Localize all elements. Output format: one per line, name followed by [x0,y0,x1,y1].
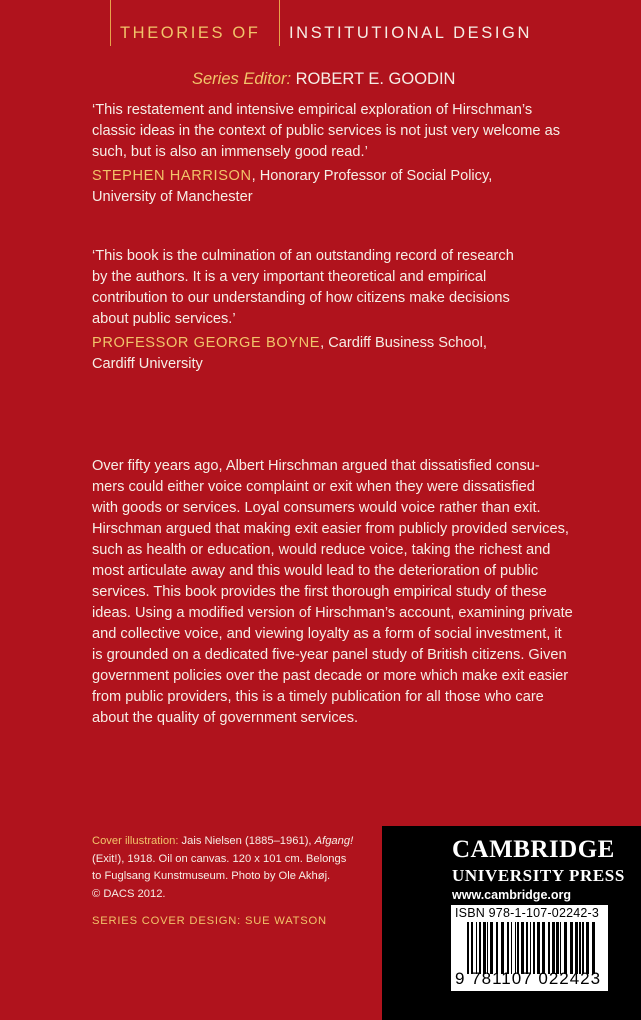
barcode-bar [517,922,519,974]
description-line: about the quality of government services. [92,710,359,726]
series-editor [192,70,455,89]
barcode-bar [579,922,581,974]
barcode-bar [556,922,559,974]
description-line: government policies over the past decade or more which make exit easier [92,668,569,684]
divider [279,0,280,46]
quote-line: such, but is also an immensely good read.’ [92,144,368,160]
description-line: Hirschman argued that making exit easier from publicly provided services, [92,521,569,537]
barcode-bar [560,922,561,974]
barcode-bar [548,922,550,974]
barcode-bar [552,922,555,974]
barcode-bar [471,922,473,974]
quote-1 [92,100,560,208]
description-line: most articulate away and this would lead to the deterioration of public [92,563,539,579]
divider [110,0,111,46]
quote-2 [92,246,514,375]
barcode-bar [496,922,498,974]
barcode-bar [530,922,531,974]
barcode [451,905,608,1008]
credit-label: Cover illustration: [92,835,179,847]
ean-number: 9 781107 022423 > [455,969,602,1008]
barcode-bar [533,922,535,974]
quote-line: contribution to our understanding of how citizens make decisions [92,290,510,306]
barcode-bar [490,922,493,974]
editor-name: ROBERT E. GOODIN [295,70,456,88]
series-title-part1: THEORIES OF [120,24,261,42]
publisher-logo: CAMBRIDGE [452,836,615,863]
description-line: with goods or services. Loyal consumers would voice rather than exit. [92,500,541,516]
description-line: is grounded on a dedicated five-year panel study of British citizens. Given [92,647,567,663]
quote-affiliation: , Cardiff Business School, [320,335,487,351]
barcode-bar [483,922,486,974]
artwork-title: Afgang! [314,835,354,847]
description-line: Over fifty years ago, Albert Hirschman argued that dissatisfied consu- [92,458,540,474]
barcode-bar [592,922,595,974]
description-line: mers could either voice complaint or exit when they were dissatisfied [92,479,535,495]
barcode-bar [515,922,516,974]
quote-affiliation: University of Manchester [92,189,253,205]
barcode-bar [507,922,509,974]
credit-text: Jais Nielsen (1885–1961), [178,835,315,847]
quote-line: classic ideas in the context of public services is not just very welcome as [92,123,561,139]
quote-affiliation: , Honorary Professor of Social Policy, [251,168,493,184]
credit-text: (Exit!), 1918. Oil on canvas. 120 x 101 cm. Belongs [92,852,347,865]
barcode-bar [479,922,481,974]
description-line: services. This book provides the first thorough empirical study of these [92,584,547,600]
publisher-logo-sub: UNIVERSITY PRESS [452,866,625,885]
credit-text: to Fuglsang Kunstmuseum. Photo by Ole Akhøj. [92,870,331,882]
description-line: from public providers, this is a timely publication for all those who care [92,689,544,705]
barcode-bar [542,922,545,974]
barcode-bar [487,922,488,974]
quote-line: ‘This book is the culmination of an outstanding record of research [92,248,514,264]
book-description [92,456,573,729]
description-line: such as health or education, would reduce voice, taking the richest and [92,542,551,558]
series-design-credit: SERIES COVER DESIGN: SUE WATSON [92,915,327,927]
barcode-bar [570,922,573,974]
description-line: and collective voice, and viewing loyalty as a form of social investment, it [92,626,562,642]
editor-label: Series Editor: [192,70,292,88]
isbn: ISBN 978-1-107-02242-3 [455,906,600,920]
barcode-bar [564,922,567,974]
publisher-panel [382,826,641,1020]
barcode-bar [537,922,540,974]
credit-text: © DACS 2012. [92,887,166,900]
barcode-bar [575,922,578,974]
barcode-bar [501,922,504,974]
quote-line: about public services.’ [92,311,236,327]
cover-credits [92,833,353,931]
barcode-bar [511,922,512,974]
quote-line: by the authors. It is a very important theoretical and empirical [92,269,487,285]
barcode-bars [467,922,597,974]
barcode-bar [476,922,477,974]
barcode-bar [526,922,528,974]
description-line: ideas. Using a modified version of Hirschman’s account, examining private [92,605,573,621]
barcode-bar [467,922,469,974]
quote-affiliation: Cardiff University [92,356,203,372]
quote-author: PROFESSOR GEORGE BOYNE [92,335,321,351]
quote-author: STEPHEN HARRISON [92,168,252,184]
series-title-part2: INSTITUTIONAL DESIGN [289,24,532,42]
publisher-url[interactable]: www.cambridge.org [452,888,572,902]
quote-line: ‘This restatement and intensive empirical exploration of Hirschman’s [92,102,533,118]
barcode-bar [521,922,524,974]
barcode-bar [582,922,584,974]
barcode-bar [586,922,589,974]
